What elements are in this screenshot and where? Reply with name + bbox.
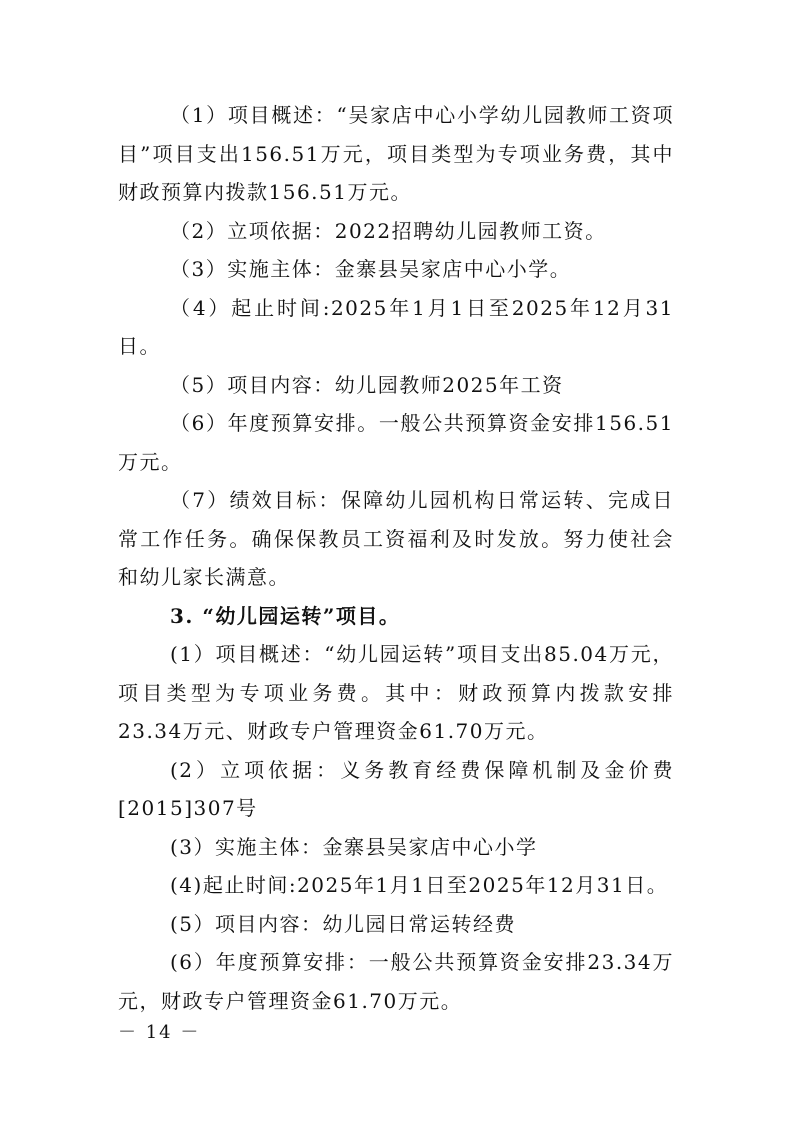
paragraph-goals: （7）绩效目标：保障幼儿园机构日常运转、完成日常工作任务。确保保教员工资福利及时发放。努力使社会和幼儿家长满意。 <box>118 488 674 589</box>
section-paragraph-implementer: (3）实施主体：金寨县吴家店中心小学 <box>170 834 538 859</box>
paragraph-budget: （6）年度预算安排。一般公共预算资金安排156.51万元。 <box>118 411 674 474</box>
section-paragraph-budget: (6）年度预算安排：一般公共预算资金安排23.34万元，财政专户管理资金61.70万元。 <box>118 950 674 1013</box>
paragraph-content: （5）项目内容：幼儿园教师2025年工资 <box>170 372 564 397</box>
section-paragraph-basis: (2）立项依据：义务教育经费保障机制及金价费[2015]307号 <box>118 757 674 820</box>
document-body <box>118 96 674 1020</box>
paragraph-implementer: （3）实施主体：金寨县吴家店中心小学。 <box>170 257 572 281</box>
paragraph-period: （4）起止时间:2025年1月1日至2025年12月31日。 <box>118 295 674 358</box>
page-number: － 14 － <box>118 1022 201 1043</box>
paragraph-basis: （2）立项依据：2022招聘幼儿园教师工资。 <box>170 218 607 243</box>
section-paragraph-period: (4)起止时间:2025年1月1日至2025年12月31日。 <box>170 873 669 897</box>
paragraph-overview: （1）项目概述：“吴家店中心小学幼儿园教师工资项目”项目支出156.51万元，项目类型为专项业务费，其中财政预算内拨款156.51万元。 <box>118 103 674 204</box>
section-heading: 3. “幼儿园运转”项目。 <box>170 603 401 628</box>
section-paragraph-content: (5）项目内容：幼儿园日常运转经费 <box>170 911 517 936</box>
section-paragraph-overview: (1）项目概述：“幼儿园运转”项目支出85.04万元，项目类型为专项业务费。其中：财政预算内拨款安排23.34万元、财政专户管理资金61.70万元。 <box>118 642 674 743</box>
